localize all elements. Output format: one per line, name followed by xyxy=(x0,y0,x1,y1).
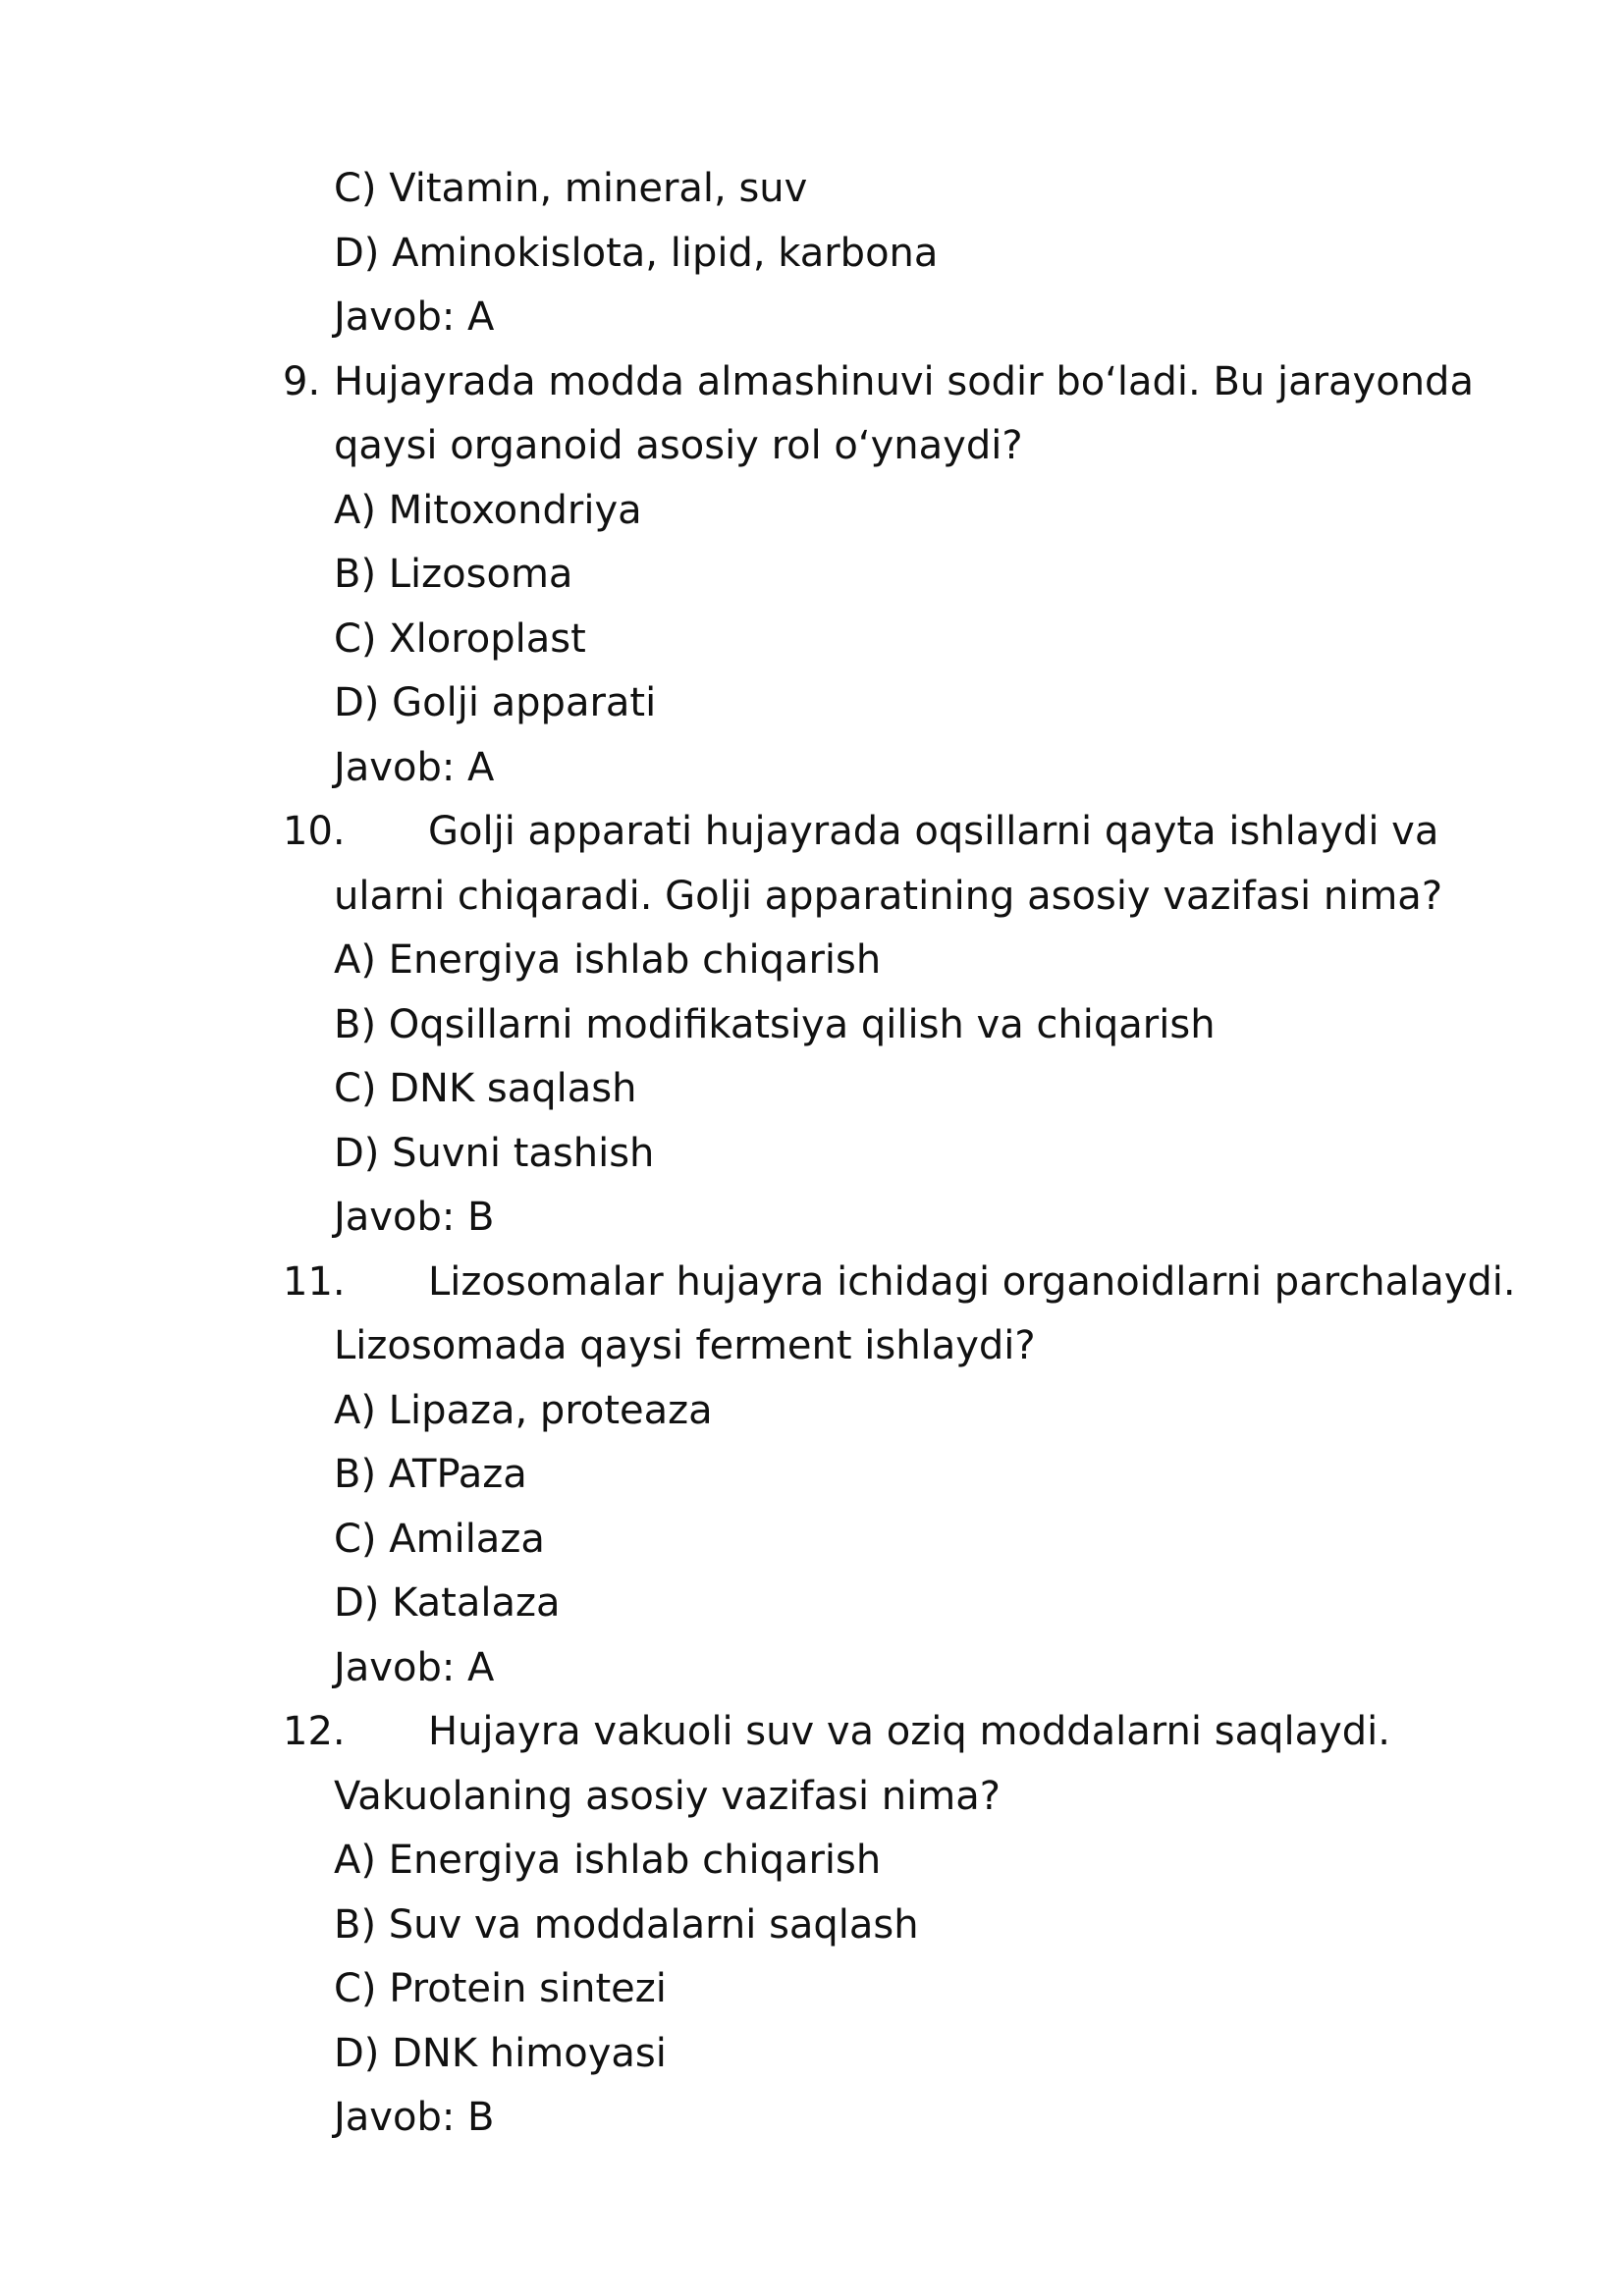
option-line: C) Xloroplast xyxy=(334,615,586,662)
question-text: Lizosomalar hujayra ichidagi organoidlarni parchalaydi. xyxy=(428,1258,1516,1305)
answer-line: Javob: A xyxy=(334,294,495,340)
question-text: Hujayra vakuoli suv va oziq moddalarni saqlaydi. xyxy=(428,1709,1390,1754)
question-12 xyxy=(0,1700,1624,1765)
option-line: C) Vitamin, mineral, suv xyxy=(334,166,808,211)
option-line: D) Golji apparati xyxy=(334,680,657,725)
option-line: B) Oqsillarni modifikatsiya qilish va chiqarish xyxy=(334,1001,1216,1047)
question-number: 12. xyxy=(283,1709,346,1754)
option-line: A) Mitoxondriya xyxy=(334,487,642,533)
option-line: D) Katalaza xyxy=(334,1580,561,1626)
question-number: 10. xyxy=(283,809,346,854)
option-line: B) ATPaza xyxy=(334,1452,527,1497)
answer-line: Javob: B xyxy=(334,1195,495,1240)
option-line: C) Protein sintezi xyxy=(334,1966,667,2011)
option-line: D) Suvni tashish xyxy=(334,1130,655,1176)
question-text-continued: Lizosomada qaysi ferment ishlaydi? xyxy=(334,1323,1036,1368)
question-text: Hujayrada modda almashinuvi sodir bo‘ladi. Bu jarayonda xyxy=(334,358,1474,404)
answer-line: Javob: A xyxy=(334,1644,495,1690)
option-line: D) Aminokislota, lipid, karbona xyxy=(334,230,939,276)
question-10 xyxy=(0,800,1624,865)
answer-line: Javob: A xyxy=(334,744,495,790)
option-line: B) Lizosoma xyxy=(334,552,573,597)
question-text: Golji apparati hujayrada oqsillarni qayta ishlaydi va xyxy=(428,809,1439,854)
option-line: A) Lipaza, proteaza xyxy=(334,1387,713,1433)
option-line: A) Energiya ishlab chiqarish xyxy=(334,937,882,983)
quiz-content xyxy=(0,157,1624,2151)
question-number: 9. xyxy=(283,358,321,404)
option-line: C) DNK saqlash xyxy=(334,1066,637,1111)
option-line: C) Amilaza xyxy=(334,1516,545,1562)
option-line: A) Energiya ishlab chiqarish xyxy=(334,1838,882,1883)
question-text-continued: ularni chiqaradi. Golji apparatining asosiy vazifasi nima? xyxy=(334,873,1443,919)
question-11 xyxy=(0,1251,1624,1315)
question-text-continued: qaysi organoid asosiy rol o‘ynaydi? xyxy=(334,423,1023,468)
option-line: B) Suv va moddalarni saqlash xyxy=(334,1901,919,1948)
answer-line: Javob: B xyxy=(334,2095,495,2140)
option-line: D) DNK himoyasi xyxy=(334,2030,667,2076)
question-text-continued: Vakuolaning asosiy vazifasi nima? xyxy=(334,1773,1001,1819)
question-9 xyxy=(0,350,1624,415)
question-number: 11. xyxy=(283,1258,346,1305)
